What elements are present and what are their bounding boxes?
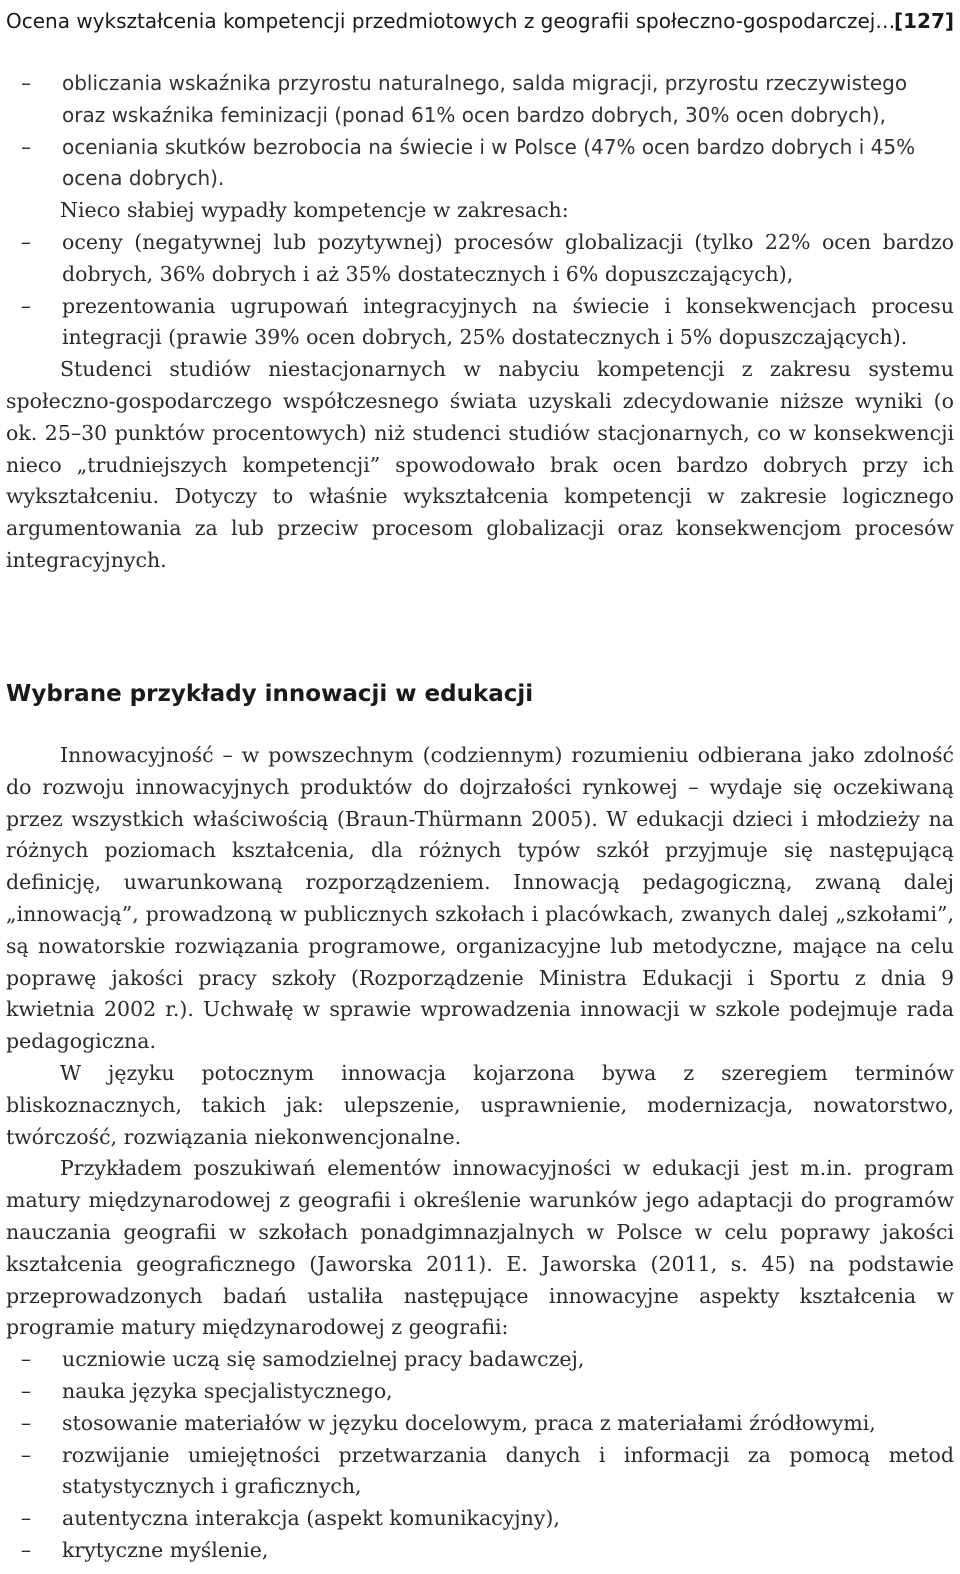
list-item xyxy=(6,1440,954,1504)
dash-bullet: – xyxy=(20,1442,32,1467)
dash-bullet: – xyxy=(20,293,32,318)
section-heading: Wybrane przykłady innowacji w edukacji xyxy=(6,681,534,707)
list-item xyxy=(6,132,954,196)
dash-bullet: – xyxy=(20,1506,32,1531)
dash-bullet: – xyxy=(20,1378,32,1403)
list-item xyxy=(6,1376,954,1408)
list-item-text: uczniowie uczą się samodzielnej pracy badawczej, xyxy=(62,1347,585,1372)
paragraph: Innowacyjność – w powszechnym (codziennym) rozumieniu odbierana jako zdolność do rozwoju innowacyjnych produktów do dojrzałości rynkowej – wydaje się oczekiwaną przez wszystkich właściwością (Braun-Thürmann 2005). W edukacji dzieci i młodzieży na różnych poziomach kształcenia, dla różnych typów szkół przyjmuje się następującą definicję, uwarunkowaną rozporządzeniem. Innowacją pedagogiczną, zwaną dalej „innowacją”, prowadzoną w publicznych szkołach i placówkach, zwanych dalej „szkołami”, są nowatorskie rozwiązania programowe, organizacyjne lub metodyczne, mające na celu poprawę jakości pracy szkoły (Rozporządzenie Ministra Edukacji i Sportu z dnia 9 kwietnia 2002 r.). Uchwałę w sprawie wprowadzenia innowacji w szkole podejmuje rada pedagogiczna. xyxy=(6,743,954,1054)
list-item xyxy=(6,1344,954,1376)
list-item-text: obliczania wskaźnika przyrostu naturalnego, salda migracji, przyrostu rzeczywistego oraz wskaźnika feminizacji (ponad 61% ocen bardzo dobrych, 30% ocen dobrych), xyxy=(62,71,908,127)
paragraph: W języku potocznym innowacja kojarzona bywa z szeregiem terminów bliskoznacznych, takich jak: ulepszenie, usprawnienie, modernizacja, nowatorstwo, twórczość, rozwiązania niekonwencjonalne. xyxy=(6,1060,954,1149)
list-item-text: stosowanie materiałów w języku docelowym, praca z materiałami źródłowymi, xyxy=(62,1410,876,1435)
running-header xyxy=(6,4,954,38)
list-item xyxy=(6,68,954,132)
list-item-text: oceniania skutków bezrobocia na świecie i w Polsce (47% ocen bardzo dobrych i 45% ocena dobrych). xyxy=(62,134,916,191)
list-item-text: autentyczna interakcja (aspekt komunikacyjny), xyxy=(62,1506,560,1531)
paragraph: Przykładem poszukiwań elementów innowacyjności w edukacji jest m.in. program matury międzynarodowej z geografii i określenie warunków jego adaptacji do programów nauczania geografii w szkołach ponadgimnazjalnych w Polsce w celu poprawy jakości kształcenia geograficznego (Jaworska 2011). E. Jaworska (2011, s. 45) na podstawie przeprowadzonych badań ustaliła następujące innowacyjne aspekty kształcenia w programie matury międzynarodowej z geografii: xyxy=(6,1156,954,1340)
list-item-text: rozwijanie umiejętności przetwarzania danych i informacji za pomocą metod statystycznych i graficznych, xyxy=(62,1442,954,1499)
list-item-text: oceny (negatywnej lub pozytywnej) procesów globalizacji (tylko 22% ocen bardzo dobrych, 36% dobrych i aż 35% dostatecznych i 6% dopuszczających), xyxy=(62,229,954,286)
dash-bullet: – xyxy=(21,134,31,159)
list-item xyxy=(6,1535,954,1567)
dash-bullet: – xyxy=(20,229,32,254)
dash-bullet: – xyxy=(20,1537,32,1562)
list-item-text: krytyczne myślenie, xyxy=(62,1537,269,1562)
results-section xyxy=(6,68,954,577)
list-item xyxy=(6,1503,954,1535)
list-item xyxy=(6,1408,954,1440)
dash-bullet: – xyxy=(20,1410,32,1435)
header-title: Ocena wykształcenia kompetencji przedmiotowych z geografii społeczno-gospodarczej… xyxy=(6,9,896,33)
innovation-section xyxy=(6,740,954,1567)
dash-bullet: – xyxy=(21,71,31,95)
list-item-text: prezentowania ugrupowań integracyjnych na świecie i konsekwencjach procesu integracji (prawie 39% ocen dobrych, 25% dostatecznych i 5% dopuszczających). xyxy=(62,293,954,350)
page-number: [127] xyxy=(893,9,954,33)
list-item-text: nauka języka specjalistycznego, xyxy=(62,1378,393,1403)
dash-bullet: – xyxy=(20,1347,32,1372)
paragraph: Nieco słabiej wypadły kompetencje w zakresach: xyxy=(60,198,569,223)
paragraph: Studenci studiów niestacjonarnych w nabyciu kompetencji z zakresu systemu społeczno-gospodarczego współczesnego świata uzyskali zdecydowanie niższe wyniki (o ok. 25–30 punktów procentowych) niż studenci studiów stacjonarnych, co w konsekwencji nieco „trudniejszych kompetencji” spowodowało brak ocen bardzo dobrych przy ich wykształceniu. Dotyczy to właśnie wykształcenia kompetencji w zakresie logicznego argumentowania za lub przeciw procesom globalizacji oraz konsekwencjom procesów integracyjnych. xyxy=(6,357,954,572)
list-item xyxy=(6,291,954,355)
list-item xyxy=(6,227,954,291)
